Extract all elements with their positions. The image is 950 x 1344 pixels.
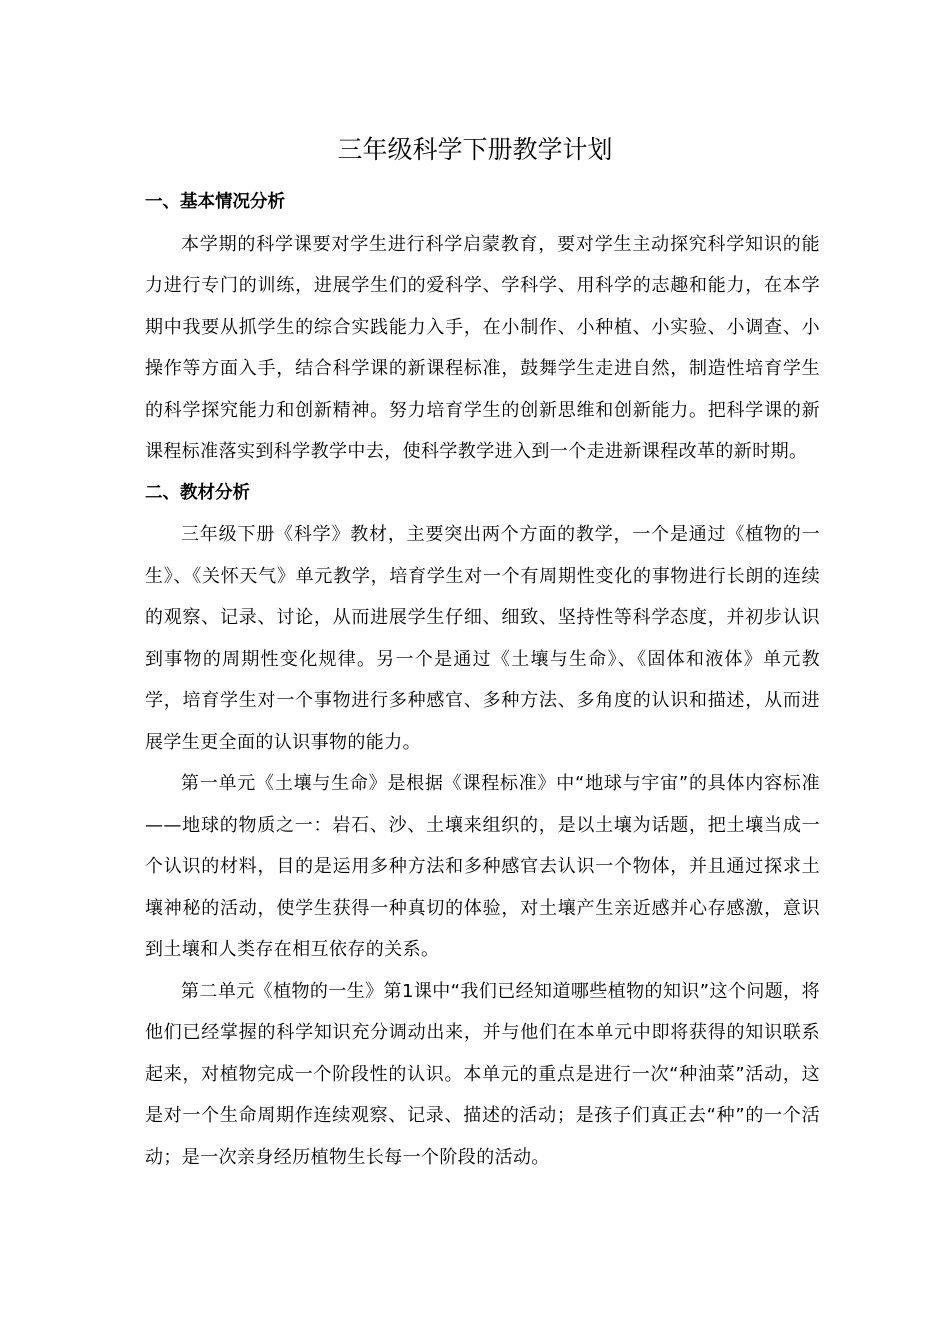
document-body (145, 182, 820, 1178)
paragraph: 本学期的科学课要对学生进行科学启蒙教育，要对学生主动探究科学知识的能力进行专门的训练，进展学生们的爱科学、学科学、用科学的志趣和能力，在本学期中我要从抓学生的综合实践能力入手，在小制作、小种植、小实验、小调查、小操作等方面入手，结合科学课的新课程标准，鼓舞学生走进自然，制造性培育学生的科学探究能力和创新精神。努力培育学生的创新思维和创新能力。把科学课的新课程标准落实到科学教学中去，使科学教学进入到一个走进新课程改革的新时期。 (145, 233, 820, 462)
paragraph: 第一单元《土壤与生命》是根据《课程标准》中“地球与宇宙”的具体内容标准——地球的物质之一：岩石、沙、土壤来组织的，是以土壤为话题，把土壤当成一个认识的材料，目的是运用多种方法和多种感官去认识一个物体，并且通过探求土壤神秘的活动，使学生获得一种真切的体验，对土壤产生亲近感并心存感激，意识到土壤和人类存在相互依存的关系。 (145, 773, 820, 960)
document-title: 三年级科学下册教学计划 (337, 135, 613, 164)
paragraph: 第二单元《植物的一生》第1课中“我们已经知道哪些植物的知识”这个问题，将他们已经掌握的科学知识充分调动出来，并与他们在本单元中即将获得的知识联系起来，对植物完成一个阶段性的认识。本单元的重点是进行一次“种油菜”活动，这是对一个生命周期作连续观察、记录、描述的活动；是孩子们真正去“种”的一个活动；是一次亲身经历植物生长每一个阶段的活动。 (145, 980, 820, 1168)
section-heading: 一、基本情况分析 (145, 192, 285, 212)
paragraph: 三年级下册《科学》教材，主要突出两个方面的教学，一个是通过《植物的一生》、《关怀天气》单元教学，培育学生对一个有周期性变化的事物进行长朗的连续的观察、记录、讨论，从而进展学生仔细、细致、坚持性等科学态度，并初步认识到事物的周期性变化规律。另一个是通过《土壤与生命》、《固体和液体》单元教学，培育学生对一个事物进行多种感官、多种方法、多角度的认识和描述，从而进展学生更全面的认识事物的能力。 (145, 524, 820, 753)
section-heading: 二、教材分析 (145, 482, 250, 503)
section-textbook-analysis (145, 473, 820, 1179)
section-basic-situation (145, 182, 820, 473)
